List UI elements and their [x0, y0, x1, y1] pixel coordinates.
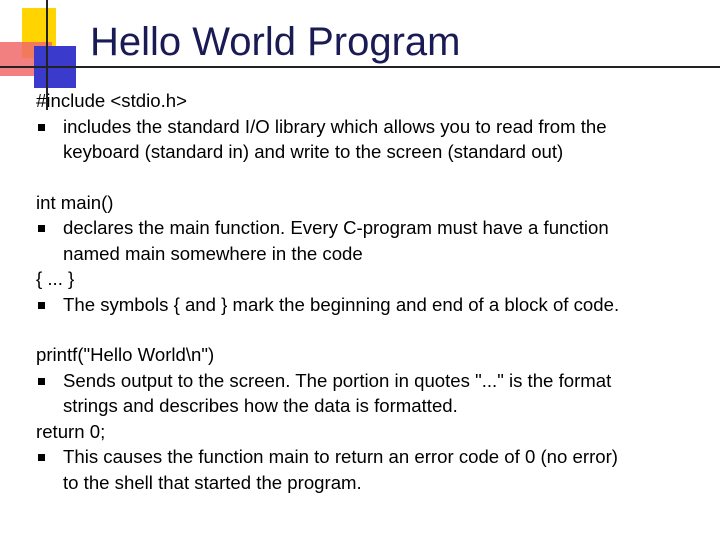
- slide-title: Hello World Program: [90, 20, 461, 64]
- bullet-main-line-1: declares the main function. Every C-program must have a function: [63, 217, 609, 238]
- bullet-square-icon: [38, 124, 45, 131]
- bullet-include-line-2: keyboard (standard in) and write to the screen (standard out): [63, 141, 564, 162]
- bullet-printf-line-1: Sends output to the screen. The portion in quotes "..." is the format: [63, 369, 612, 391]
- code-braces: { ... }: [36, 268, 75, 289]
- slide-body: [36, 88, 708, 495]
- code-main: int main(): [36, 191, 114, 213]
- bullet-printf-line-2: strings and describes how the data is formatted.: [63, 395, 458, 416]
- bullet-main-line-2: named main somewhere in the code: [63, 242, 363, 264]
- bullet-return: [36, 444, 708, 495]
- bullet-braces: [36, 292, 708, 318]
- code-return: return 0;: [36, 420, 106, 442]
- code-printf: printf("Hello World\n"): [36, 344, 215, 365]
- bullet-return-line-2: to the shell that started the program.: [63, 471, 362, 493]
- bullet-square-icon: [38, 378, 45, 385]
- bullet-include-line-1: includes the standard I/O library which allows you to read from the: [63, 115, 607, 137]
- code-include: #include <stdio.h>: [36, 90, 187, 111]
- bullet-return-line-1: This causes the function main to return an error code of 0 (no error): [63, 446, 618, 467]
- bullet-square-icon: [38, 302, 45, 309]
- bullet-printf: [36, 368, 708, 419]
- bullet-braces-line-1: The symbols { and } mark the beginning and end of a block of code.: [63, 293, 620, 315]
- bullet-square-icon: [38, 225, 45, 232]
- bullet-include: [36, 114, 708, 165]
- bullet-main: [36, 215, 708, 266]
- bullet-square-icon: [38, 454, 45, 461]
